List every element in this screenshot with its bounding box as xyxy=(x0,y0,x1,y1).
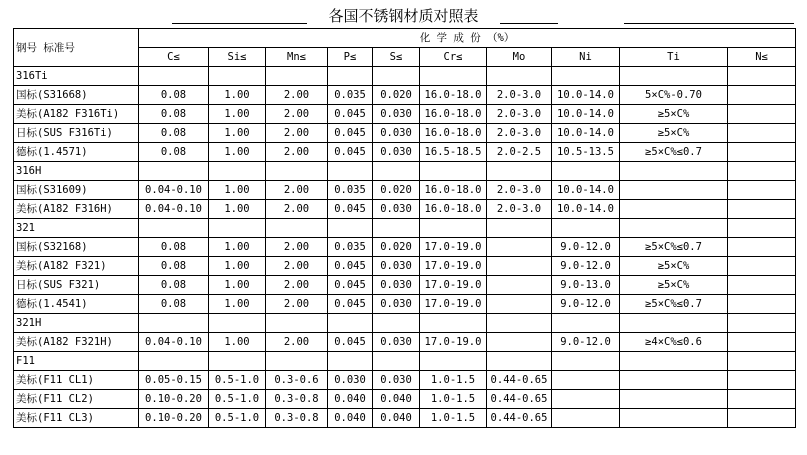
standard-number: 国标(S31668) xyxy=(14,86,139,105)
composition-value: 1.0-1.5 xyxy=(420,390,487,409)
empty-cell xyxy=(139,162,209,181)
composition-value: 0.035 xyxy=(328,86,373,105)
empty-cell xyxy=(373,219,420,238)
empty-cell xyxy=(728,67,796,86)
empty-cell xyxy=(487,352,552,371)
empty-cell xyxy=(728,162,796,181)
empty-cell xyxy=(487,314,552,333)
composition-value: 2.0-3.0 xyxy=(487,124,552,143)
composition-value: 5×C%-0.70 xyxy=(620,86,728,105)
composition-value: 0.040 xyxy=(373,390,420,409)
composition-value xyxy=(487,238,552,257)
composition-value: 0.04-0.10 xyxy=(139,200,209,219)
table-row xyxy=(14,238,796,257)
composition-value: 0.045 xyxy=(328,276,373,295)
table-row xyxy=(14,371,796,390)
table-row xyxy=(14,124,796,143)
empty-cell xyxy=(620,162,728,181)
column-header: Si≤ xyxy=(209,48,266,67)
composition-value: 0.030 xyxy=(373,143,420,162)
composition-value: 0.020 xyxy=(373,86,420,105)
empty-cell xyxy=(328,67,373,86)
composition-value: 10.0-14.0 xyxy=(552,181,620,200)
empty-cell xyxy=(373,67,420,86)
empty-cell xyxy=(420,352,487,371)
standard-number: 德标(1.4541) xyxy=(14,295,139,314)
empty-cell xyxy=(328,162,373,181)
table-row xyxy=(14,257,796,276)
steel-grade-name: F11 xyxy=(14,352,139,371)
standard-number: 德标(1.4571) xyxy=(14,143,139,162)
table-row xyxy=(14,409,796,428)
standard-number: 美标(F11 CL2) xyxy=(14,390,139,409)
composition-value: 0.030 xyxy=(373,295,420,314)
composition-value: 0.5-1.0 xyxy=(209,371,266,390)
page-title: 各国不锈钢材质对照表 xyxy=(328,7,479,25)
title-underline-left xyxy=(172,23,307,24)
composition-value: 2.00 xyxy=(266,200,328,219)
composition-value: 10.0-14.0 xyxy=(552,200,620,219)
chemical-composition-header: 化 学 成 份 （%） xyxy=(139,29,796,48)
composition-value: 10.5-13.5 xyxy=(552,143,620,162)
composition-value: 0.030 xyxy=(328,371,373,390)
empty-cell xyxy=(552,162,620,181)
composition-value: 0.44-0.65 xyxy=(487,390,552,409)
column-header: C≤ xyxy=(139,48,209,67)
composition-value: 9.0-12.0 xyxy=(552,238,620,257)
empty-cell xyxy=(328,314,373,333)
composition-value: 0.5-1.0 xyxy=(209,390,266,409)
composition-value: 0.5-1.0 xyxy=(209,409,266,428)
composition-value xyxy=(552,390,620,409)
composition-value: 1.0-1.5 xyxy=(420,409,487,428)
composition-value: 2.0-3.0 xyxy=(487,105,552,124)
column-header: P≤ xyxy=(328,48,373,67)
composition-value: 0.08 xyxy=(139,257,209,276)
composition-value: 0.08 xyxy=(139,295,209,314)
composition-value: 2.00 xyxy=(266,181,328,200)
standard-number: 美标(A182 F321H) xyxy=(14,333,139,352)
standard-number: 美标(F11 CL3) xyxy=(14,409,139,428)
composition-value: 2.0-3.0 xyxy=(487,200,552,219)
column-header: S≤ xyxy=(373,48,420,67)
composition-value: 2.00 xyxy=(266,238,328,257)
table-row xyxy=(14,276,796,295)
empty-cell xyxy=(266,352,328,371)
empty-cell xyxy=(552,67,620,86)
empty-cell xyxy=(209,352,266,371)
composition-value: 17.0-19.0 xyxy=(420,257,487,276)
composition-value xyxy=(728,200,796,219)
composition-value xyxy=(620,390,728,409)
empty-cell xyxy=(552,352,620,371)
group-header-row xyxy=(14,314,796,333)
composition-value: 1.00 xyxy=(209,181,266,200)
composition-value xyxy=(620,409,728,428)
standard-number: 日标(SUS F321) xyxy=(14,276,139,295)
composition-value: 0.040 xyxy=(373,409,420,428)
composition-value: ≥5×C%≤0.7 xyxy=(620,238,728,257)
composition-value xyxy=(620,371,728,390)
composition-value xyxy=(552,371,620,390)
composition-value: 0.045 xyxy=(328,124,373,143)
composition-value: 2.0-3.0 xyxy=(487,86,552,105)
composition-value: 2.0-3.0 xyxy=(487,181,552,200)
composition-value: 10.0-14.0 xyxy=(552,86,620,105)
composition-value: 0.04-0.10 xyxy=(139,181,209,200)
standard-number: 美标(A182 F316H) xyxy=(14,200,139,219)
empty-cell xyxy=(209,314,266,333)
composition-value: 9.0-12.0 xyxy=(552,295,620,314)
composition-value: ≥5×C% xyxy=(620,124,728,143)
composition-value: 0.10-0.20 xyxy=(139,390,209,409)
empty-cell xyxy=(487,67,552,86)
composition-value: 17.0-19.0 xyxy=(420,295,487,314)
title-underline-right xyxy=(624,23,794,24)
empty-cell xyxy=(139,314,209,333)
empty-cell xyxy=(139,352,209,371)
steel-grade-name: 316H xyxy=(14,162,139,181)
composition-value xyxy=(728,333,796,352)
composition-value: 9.0-12.0 xyxy=(552,257,620,276)
empty-cell xyxy=(139,219,209,238)
empty-cell xyxy=(373,162,420,181)
standard-number: 美标(A182 F316Ti) xyxy=(14,105,139,124)
empty-cell xyxy=(328,219,373,238)
composition-value: 0.030 xyxy=(373,371,420,390)
composition-value: 0.10-0.20 xyxy=(139,409,209,428)
group-header-row xyxy=(14,219,796,238)
composition-value: 1.00 xyxy=(209,238,266,257)
composition-value: 0.030 xyxy=(373,333,420,352)
empty-cell xyxy=(209,162,266,181)
composition-value: 2.0-2.5 xyxy=(487,143,552,162)
composition-value: ≥5×C%≤0.7 xyxy=(620,295,728,314)
composition-value: 16.0-18.0 xyxy=(420,200,487,219)
composition-value: 0.035 xyxy=(328,238,373,257)
composition-value xyxy=(728,181,796,200)
table-row xyxy=(14,333,796,352)
composition-value: 0.040 xyxy=(328,390,373,409)
composition-value: 1.00 xyxy=(209,143,266,162)
composition-value xyxy=(487,295,552,314)
composition-value: 2.00 xyxy=(266,143,328,162)
composition-value xyxy=(728,238,796,257)
composition-value xyxy=(552,409,620,428)
composition-value: 0.44-0.65 xyxy=(487,409,552,428)
column-header: Ti xyxy=(620,48,728,67)
composition-value: 10.0-14.0 xyxy=(552,124,620,143)
composition-value xyxy=(728,124,796,143)
composition-value: 0.030 xyxy=(373,105,420,124)
composition-value xyxy=(620,181,728,200)
composition-value xyxy=(728,257,796,276)
group-header-row xyxy=(14,67,796,86)
empty-cell xyxy=(266,314,328,333)
composition-value: 0.08 xyxy=(139,124,209,143)
composition-value xyxy=(728,295,796,314)
standard-number: 美标(A182 F321) xyxy=(14,257,139,276)
composition-value: 9.0-13.0 xyxy=(552,276,620,295)
composition-value: 1.00 xyxy=(209,200,266,219)
empty-cell xyxy=(266,67,328,86)
composition-value xyxy=(728,409,796,428)
composition-value: 0.44-0.65 xyxy=(487,371,552,390)
column-header: Ni xyxy=(552,48,620,67)
empty-cell xyxy=(620,67,728,86)
table-body xyxy=(14,29,796,428)
standard-number: 国标(S31609) xyxy=(14,181,139,200)
composition-value: 0.045 xyxy=(328,143,373,162)
composition-value xyxy=(728,276,796,295)
empty-cell xyxy=(209,219,266,238)
composition-value: 0.020 xyxy=(373,181,420,200)
composition-value: 2.00 xyxy=(266,295,328,314)
empty-cell xyxy=(620,219,728,238)
composition-value xyxy=(728,390,796,409)
composition-value: ≥5×C% xyxy=(620,105,728,124)
composition-value: 2.00 xyxy=(266,257,328,276)
composition-value: 10.0-14.0 xyxy=(552,105,620,124)
composition-value: ≥4×C%≤0.6 xyxy=(620,333,728,352)
column-header: Mn≤ xyxy=(266,48,328,67)
empty-cell xyxy=(209,67,266,86)
table-row xyxy=(14,200,796,219)
composition-value: 16.0-18.0 xyxy=(420,124,487,143)
table-row xyxy=(14,86,796,105)
empty-cell xyxy=(266,162,328,181)
empty-cell xyxy=(620,352,728,371)
composition-value: 2.00 xyxy=(266,105,328,124)
column-header: Mo xyxy=(487,48,552,67)
composition-value: 0.08 xyxy=(139,276,209,295)
composition-value xyxy=(487,257,552,276)
composition-value: 17.0-19.0 xyxy=(420,238,487,257)
steel-grade-header: 钢号 标准号 xyxy=(14,29,139,67)
composition-value: 0.08 xyxy=(139,238,209,257)
composition-value: 0.08 xyxy=(139,143,209,162)
composition-value: 1.0-1.5 xyxy=(420,371,487,390)
composition-value: 0.045 xyxy=(328,200,373,219)
composition-value: 0.045 xyxy=(328,295,373,314)
empty-cell xyxy=(266,219,328,238)
composition-value: 16.5-18.5 xyxy=(420,143,487,162)
composition-value: 0.04-0.10 xyxy=(139,333,209,352)
composition-value: 2.00 xyxy=(266,86,328,105)
composition-value: ≥5×C% xyxy=(620,276,728,295)
empty-cell xyxy=(373,352,420,371)
composition-value: 16.0-18.0 xyxy=(420,86,487,105)
composition-value: 17.0-19.0 xyxy=(420,333,487,352)
composition-value xyxy=(487,276,552,295)
steel-grade-name: 321H xyxy=(14,314,139,333)
standard-number: 美标(F11 CL1) xyxy=(14,371,139,390)
composition-value: 16.0-18.0 xyxy=(420,181,487,200)
composition-value: 9.0-12.0 xyxy=(552,333,620,352)
group-header-row xyxy=(14,352,796,371)
empty-cell xyxy=(487,162,552,181)
steel-grade-name: 316Ti xyxy=(14,67,139,86)
table-row xyxy=(14,143,796,162)
empty-cell xyxy=(139,67,209,86)
standard-number: 国标(S32168) xyxy=(14,238,139,257)
empty-cell xyxy=(328,352,373,371)
column-header: Cr≤ xyxy=(420,48,487,67)
empty-cell xyxy=(373,314,420,333)
composition-value: 0.045 xyxy=(328,333,373,352)
header-row-top xyxy=(14,29,796,48)
empty-cell xyxy=(728,219,796,238)
composition-value: 2.00 xyxy=(266,333,328,352)
composition-value: 0.020 xyxy=(373,238,420,257)
composition-value: 0.3-0.8 xyxy=(266,390,328,409)
material-comparison-table xyxy=(13,28,796,428)
composition-value: 1.00 xyxy=(209,105,266,124)
empty-cell xyxy=(420,67,487,86)
composition-value: 0.08 xyxy=(139,105,209,124)
table-row xyxy=(14,390,796,409)
empty-cell xyxy=(728,314,796,333)
composition-value xyxy=(728,143,796,162)
composition-value: 2.00 xyxy=(266,276,328,295)
composition-value: 0.08 xyxy=(139,86,209,105)
composition-value: 1.00 xyxy=(209,295,266,314)
composition-value: 1.00 xyxy=(209,124,266,143)
composition-value: 1.00 xyxy=(209,257,266,276)
group-header-row xyxy=(14,162,796,181)
composition-value: 0.045 xyxy=(328,257,373,276)
empty-cell xyxy=(420,162,487,181)
title-area xyxy=(0,0,807,28)
composition-value: 0.030 xyxy=(373,257,420,276)
table-row xyxy=(14,181,796,200)
composition-value: 16.0-18.0 xyxy=(420,105,487,124)
composition-value: 0.030 xyxy=(373,124,420,143)
composition-value xyxy=(728,86,796,105)
composition-value: 1.00 xyxy=(209,276,266,295)
empty-cell xyxy=(728,352,796,371)
table-row xyxy=(14,295,796,314)
composition-value: 0.030 xyxy=(373,200,420,219)
column-header: N≤ xyxy=(728,48,796,67)
composition-value: 0.05-0.15 xyxy=(139,371,209,390)
composition-value xyxy=(728,105,796,124)
empty-cell xyxy=(420,219,487,238)
title-underline-mid xyxy=(500,23,558,24)
standard-number: 日标(SUS F316Ti) xyxy=(14,124,139,143)
composition-value: 0.035 xyxy=(328,181,373,200)
table-row xyxy=(14,105,796,124)
composition-value xyxy=(728,371,796,390)
empty-cell xyxy=(420,314,487,333)
empty-cell xyxy=(487,219,552,238)
empty-cell xyxy=(552,314,620,333)
composition-value: 0.030 xyxy=(373,276,420,295)
empty-cell xyxy=(620,314,728,333)
composition-value: 0.3-0.8 xyxy=(266,409,328,428)
composition-value: 1.00 xyxy=(209,86,266,105)
composition-value: 17.0-19.0 xyxy=(420,276,487,295)
steel-grade-name: 321 xyxy=(14,219,139,238)
composition-value xyxy=(620,200,728,219)
composition-value: 0.045 xyxy=(328,105,373,124)
composition-value: 1.00 xyxy=(209,333,266,352)
composition-value xyxy=(487,333,552,352)
composition-value: 0.3-0.6 xyxy=(266,371,328,390)
composition-value: 0.040 xyxy=(328,409,373,428)
composition-value: ≥5×C%≤0.7 xyxy=(620,143,728,162)
composition-value: 2.00 xyxy=(266,124,328,143)
composition-value: ≥5×C% xyxy=(620,257,728,276)
empty-cell xyxy=(552,219,620,238)
